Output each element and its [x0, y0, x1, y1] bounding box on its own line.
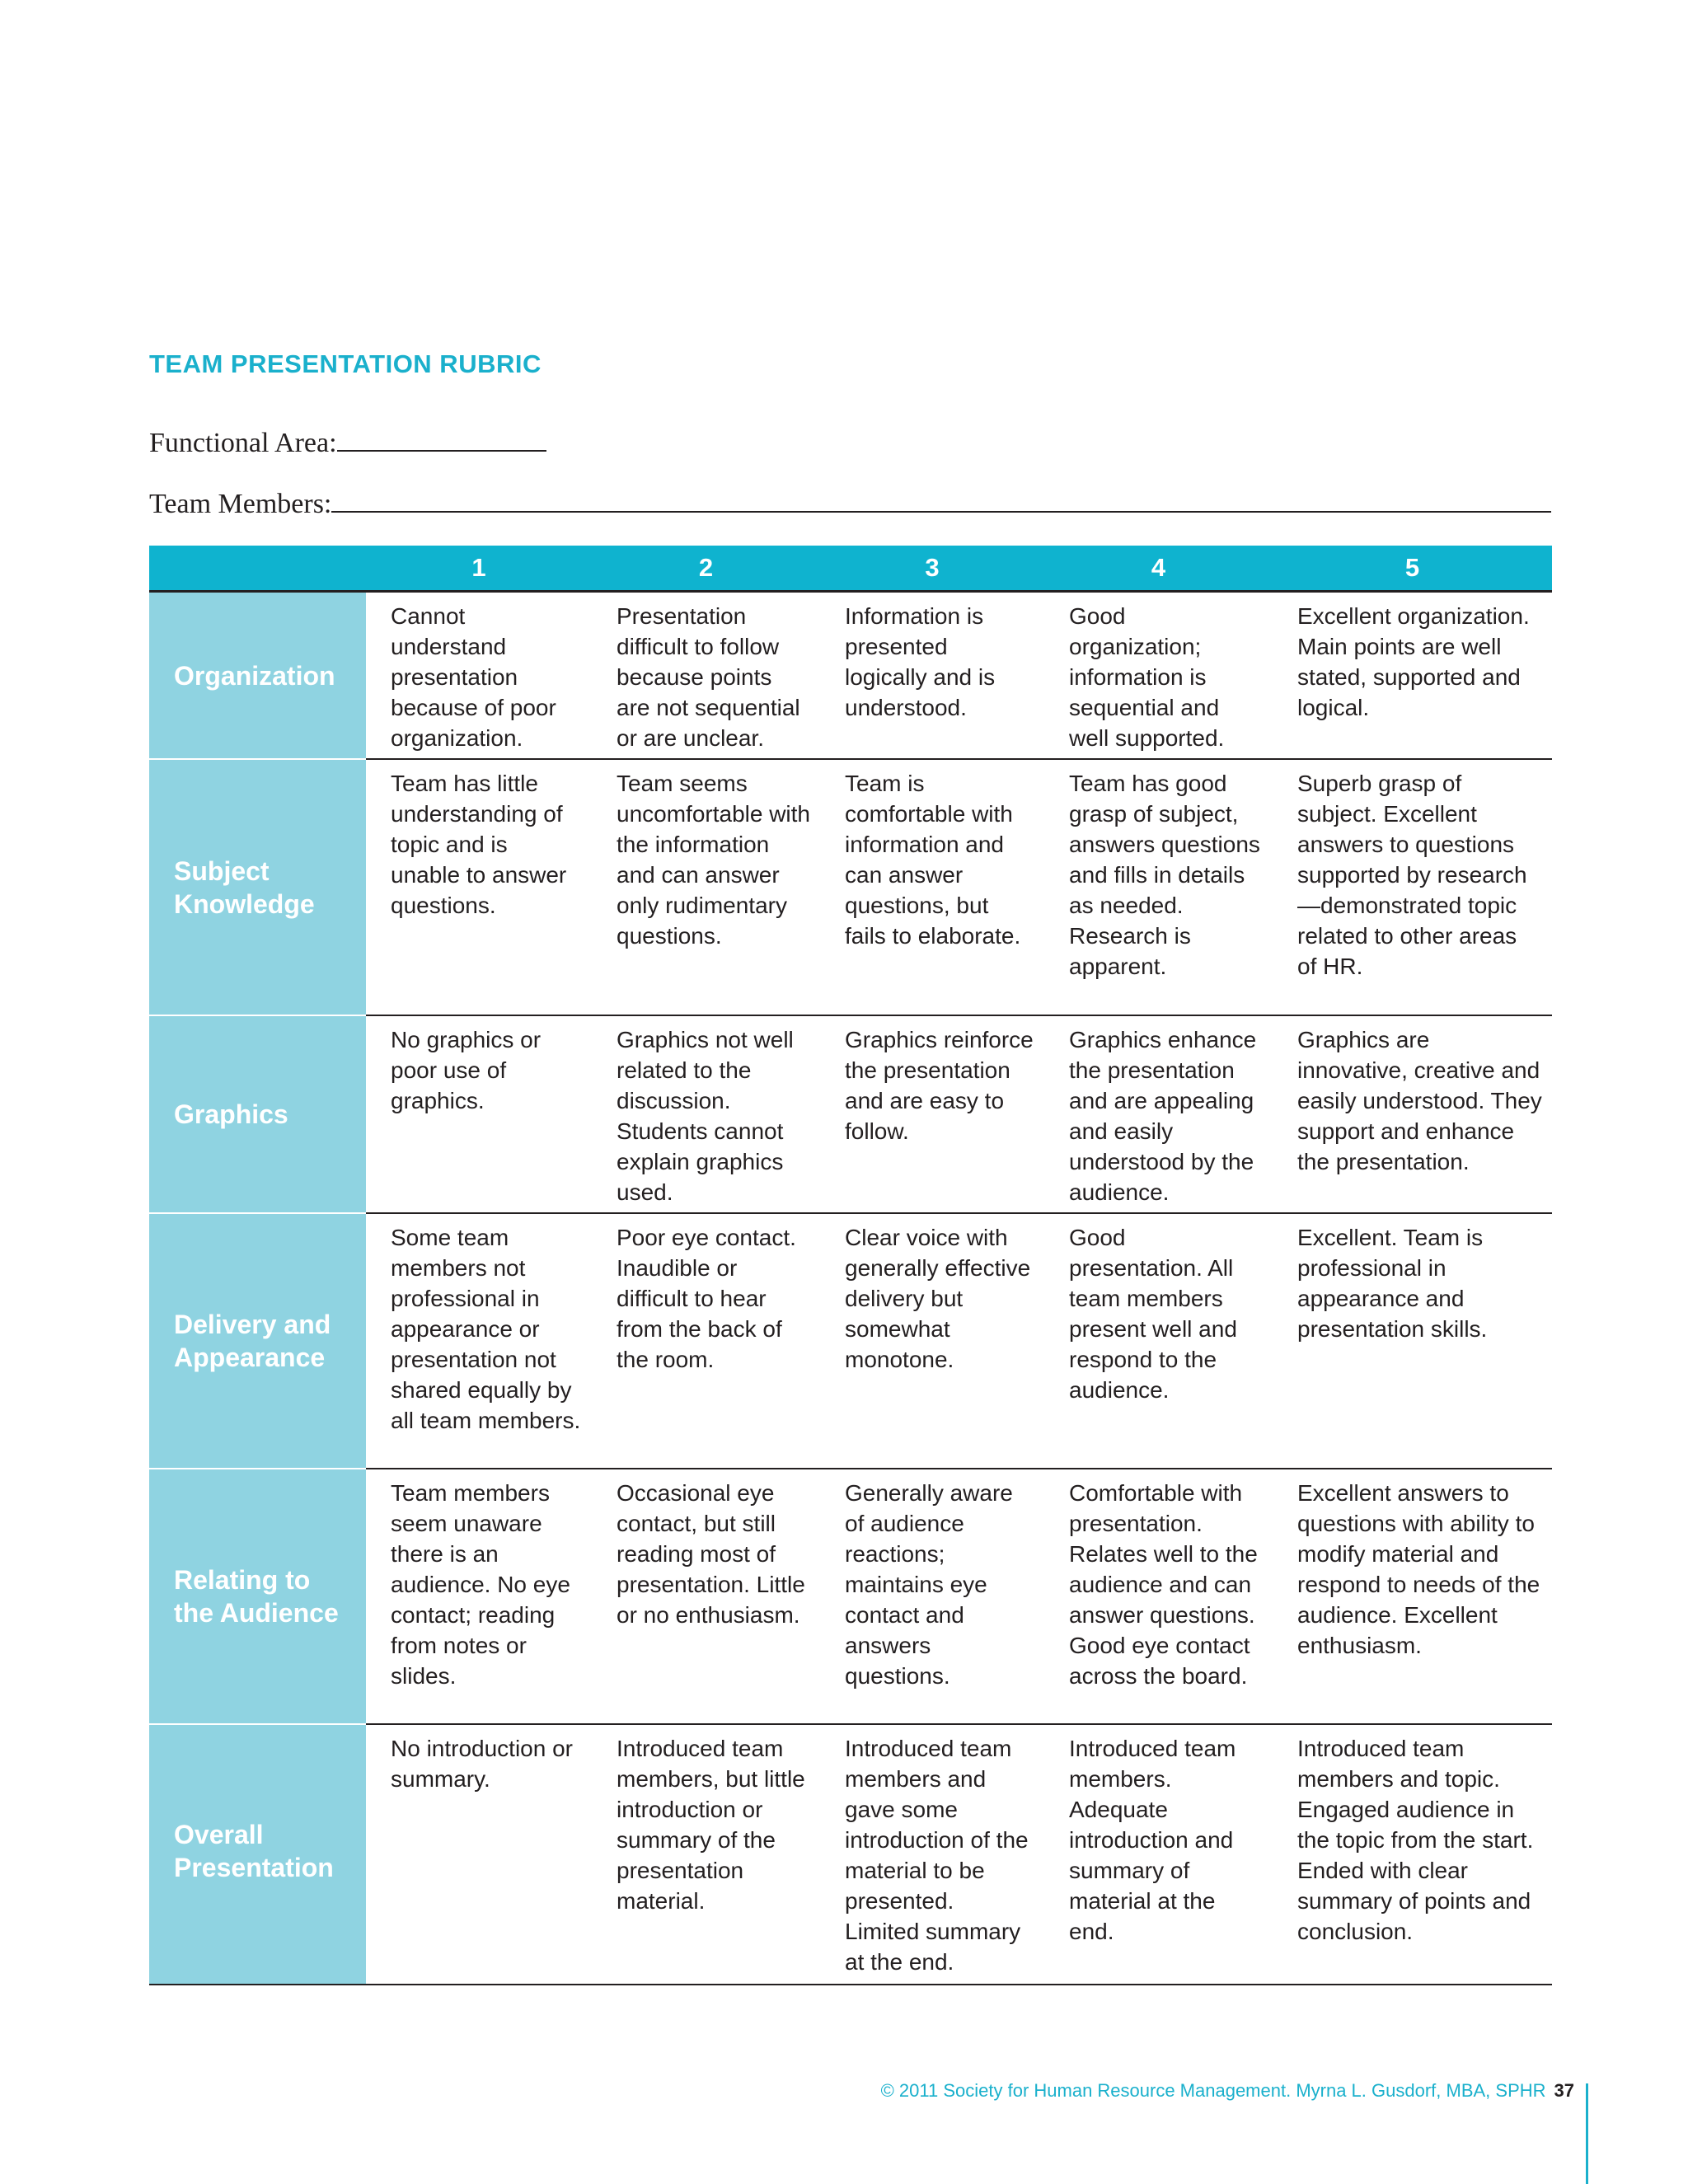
rubric-cell: Graphics are innovative, creative and easily understood. They support and enhance the presentation. — [1273, 1015, 1552, 1213]
rubric-cell: Introduced team members and gave some introduction of the material to be presented. Limited summary at the end. — [820, 1724, 1044, 1985]
team-members-field — [149, 486, 1551, 520]
page-footer — [881, 2080, 1574, 2102]
rubric-table — [149, 546, 1552, 1985]
rubric-cell: Comfortable with presentation. Relates well to the audience and can answer questions. Good eye contact across the board. — [1044, 1469, 1273, 1724]
rubric-row-relating-to-the-audience — [149, 1469, 1552, 1724]
category-label: Relating to the Audience — [149, 1469, 366, 1724]
rubric-row-delivery-and-appearance — [149, 1213, 1552, 1469]
rubric-cell: Clear voice with generally effective delivery but somewhat monotone. — [820, 1213, 1044, 1469]
rubric-cell: Excellent answers to questions with ability to modify material and respond to needs of the audience. Excellent enthusiasm. — [1273, 1469, 1552, 1724]
rubric-cell: Good presentation. All team members present well and respond to the audience. — [1044, 1213, 1273, 1469]
rubric-cell: Superb grasp of subject. Excellent answers to questions supported by research—demonstrated topic related to other areas of HR. — [1273, 759, 1552, 1015]
rubric-cell: Introduced team members, but little introduction or summary of the presentation material. — [592, 1724, 820, 1985]
rubric-row-overall-presentation — [149, 1724, 1552, 1985]
functional-area-label: Functional Area: — [149, 428, 337, 458]
functional-area-blank-line — [337, 425, 546, 452]
rubric-row-graphics — [149, 1015, 1552, 1213]
header-corner-cell — [149, 546, 366, 592]
rubric-cell: Team has good grasp of subject, answers questions and fills in details as needed. Research is apparent. — [1044, 759, 1273, 1015]
score-header: 2 — [592, 546, 820, 592]
rubric-cell: Cannot understand presentation because of poor organization. — [366, 592, 592, 760]
team-members-blank-line — [331, 486, 1551, 513]
rubric-row-organization — [149, 592, 1552, 760]
rubric-cell: Excellent organization. Main points are well stated, supported and logical. — [1273, 592, 1552, 760]
score-header: 5 — [1273, 546, 1552, 592]
rubric-cell: No graphics or poor use of graphics. — [366, 1015, 592, 1213]
rubric-cell: Introduced team members and topic. Engaged audience in the topic from the start. Ended with clear summary of points and conclusion. — [1273, 1724, 1552, 1985]
rubric-cell: Team members seem unaware there is an audience. No eye contact; reading from notes or slides. — [366, 1469, 592, 1724]
category-label: Organization — [149, 592, 366, 760]
page-number: 37 — [1554, 2080, 1574, 2101]
rubric-cell: Poor eye contact. Inaudible or difficult to hear from the back of the room. — [592, 1213, 820, 1469]
rubric-cell: Information is presented logically and is understood. — [820, 592, 1044, 760]
rubric-cell: No introduction or summary. — [366, 1724, 592, 1985]
rubric-cell: Occasional eye contact, but still reading most of presentation. Little or no enthusiasm. — [592, 1469, 820, 1724]
score-header: 1 — [366, 546, 592, 592]
score-header: 3 — [820, 546, 1044, 592]
score-header: 4 — [1044, 546, 1273, 592]
rubric-cell: Team is comfortable with information and can answer questions, but fails to elaborate. — [820, 759, 1044, 1015]
rubric-cell: Excellent. Team is professional in appearance and presentation skills. — [1273, 1213, 1552, 1469]
rubric-cell: Generally aware of audience reactions; maintains eye contact and answers questions. — [820, 1469, 1044, 1724]
rubric-cell: Team has little understanding of topic and is unable to answer questions. — [366, 759, 592, 1015]
copyright-text: © 2011 Society for Human Resource Management. Myrna L. Gusdorf, MBA, SPHR — [880, 2080, 1546, 2101]
score-header-row — [149, 546, 1552, 592]
rubric-cell: Graphics not well related to the discussion. Students cannot explain graphics used. — [592, 1015, 820, 1213]
category-label: Overall Presentation — [149, 1724, 366, 1985]
rubric-cell: Graphics enhance the presentation and are appealing and easily understood by the audience. — [1044, 1015, 1273, 1213]
rubric-cell: Team seems uncomfortable with the information and can answer only rudimentary questions. — [592, 759, 820, 1015]
team-members-label: Team Members: — [149, 489, 332, 519]
functional-area-field — [149, 425, 546, 459]
footer-vertical-rule — [1586, 2083, 1588, 2184]
rubric-cell: Good organization; information is sequential and well supported. — [1044, 592, 1273, 760]
rubric-cell: Some team members not professional in appearance or presentation not shared equally by all team members. — [366, 1213, 592, 1469]
category-label: Subject Knowledge — [149, 759, 366, 1015]
category-label: Graphics — [149, 1015, 366, 1213]
rubric-cell: Graphics reinforce the presentation and are easy to follow. — [820, 1015, 1044, 1213]
rubric-row-subject-knowledge — [149, 759, 1552, 1015]
rubric-title: TEAM PRESENTATION RUBRIC — [149, 349, 542, 378]
rubric-cell: Introduced team members. Adequate introduction and summary of material at the end. — [1044, 1724, 1273, 1985]
rubric-cell: Presentation difficult to follow because points are not sequential or are unclear. — [592, 592, 820, 760]
category-label: Delivery and Appearance — [149, 1213, 366, 1469]
